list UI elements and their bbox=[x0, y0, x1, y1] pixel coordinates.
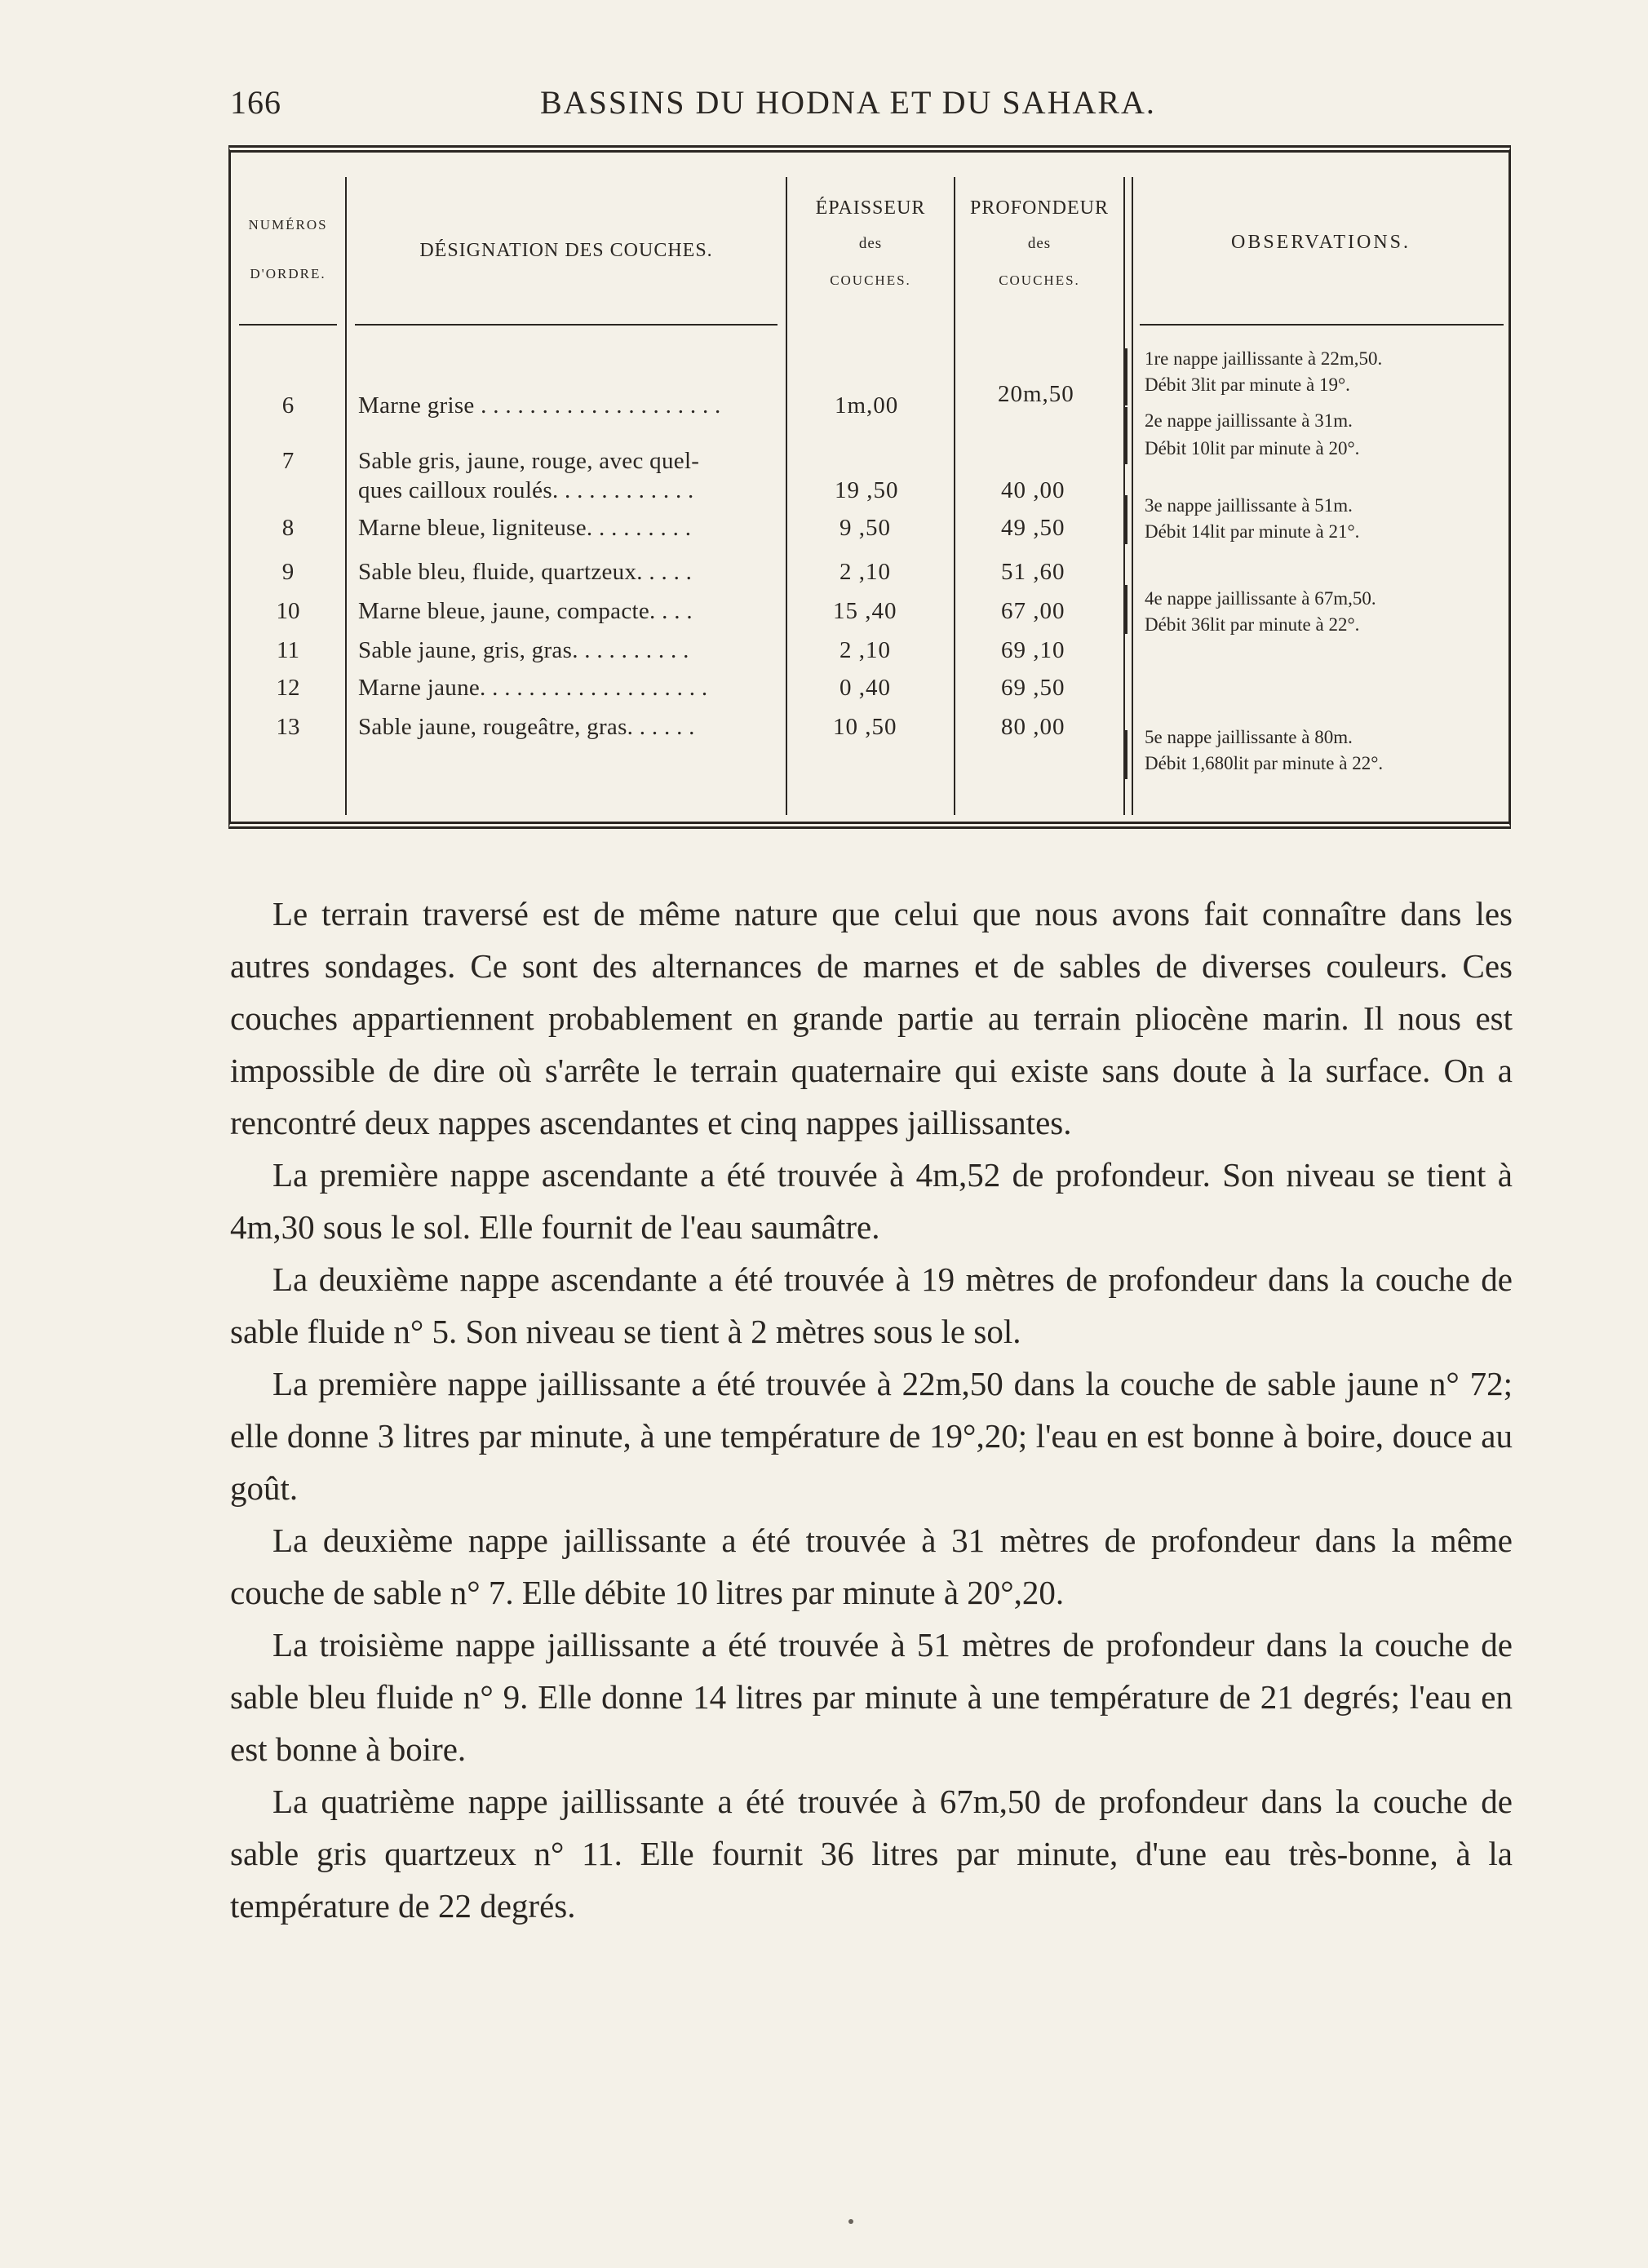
observation-line: Débit 1,680lit par minute à 22°. bbox=[1145, 753, 1384, 773]
layer-thickness: 9 ,50 bbox=[840, 515, 891, 541]
paragraph: La première nappe ascendante a été trouvée à 4m,52 de profondeur. Son niveau se tient à 4m,30 sous le sol. Elle fournit de l'eau saumâtre. bbox=[230, 1156, 1513, 1246]
row-number: 6 bbox=[281, 392, 295, 419]
layer-thickness: 2 ,10 bbox=[840, 559, 891, 585]
layer-depth: 49 ,50 bbox=[1001, 515, 1065, 541]
header-epaisseur-couches: COUCHES. bbox=[830, 272, 911, 288]
running-header bbox=[230, 83, 1511, 132]
observation-line: 4e nappe jaillissante à 67m,50. bbox=[1145, 588, 1376, 609]
observation-line: Débit 36lit par minute à 22°. bbox=[1145, 614, 1360, 635]
header-numeros: NUMÉROS bbox=[248, 217, 328, 233]
observation-line: 5e nappe jaillissante à 80m. bbox=[1145, 727, 1353, 747]
row-number: 9 bbox=[281, 559, 295, 585]
observation-line: 3e nappe jaillissante à 51m. bbox=[1145, 495, 1353, 516]
layer-depth: 51 ,60 bbox=[1001, 559, 1065, 585]
header-epaisseur-des: des bbox=[858, 235, 883, 252]
layer-designation: Marne jaune. . . . . . . . . . . . . . . . . . . bbox=[358, 675, 708, 701]
header-rule bbox=[1140, 324, 1504, 326]
layer-designation-continued: ques cailloux roulés. . . . . . . . . . . . bbox=[358, 477, 694, 503]
row-number: 7 bbox=[281, 448, 295, 474]
layer-designation: Marne grise . . . . . . . . . . . . . . . . . . . . bbox=[358, 392, 721, 419]
brace-mark bbox=[1125, 407, 1127, 464]
column-divider bbox=[345, 177, 347, 815]
observation-line: 2e nappe jaillissante à 31m. bbox=[1145, 410, 1353, 431]
row-number: 12 bbox=[276, 675, 300, 701]
layer-depth: 40 ,00 bbox=[1001, 477, 1065, 503]
layer-designation: Sable jaune, rougeâtre, gras. . . . . . bbox=[358, 714, 695, 740]
header-rule bbox=[355, 324, 777, 326]
layer-designation: Sable jaune, gris, gras. . . . . . . . . . bbox=[358, 637, 689, 663]
paragraph: La quatrième nappe jaillissante a été trouvée à 67m,50 de profondeur dans la couche de sable gris quartzeux n° 11. Elle fournit 36 litres par minute, d'une eau très-bonne, à la température de 22 degrés. bbox=[230, 1783, 1513, 1925]
header-epaisseur: ÉPAISSEUR bbox=[815, 197, 926, 219]
header-observations: OBSERVATIONS. bbox=[1230, 232, 1411, 253]
layer-thickness: 15 ,40 bbox=[833, 598, 897, 624]
header-designation: DÉSIGNATION DES COUCHES. bbox=[419, 240, 713, 261]
brace-mark bbox=[1125, 585, 1127, 634]
brace-mark bbox=[1125, 495, 1127, 544]
column-divider bbox=[1132, 177, 1133, 815]
body-text bbox=[230, 888, 1513, 1932]
row-number: 11 bbox=[277, 637, 299, 663]
layer-thickness: 2 ,10 bbox=[840, 637, 891, 663]
observation-line: Débit 3lit par minute à 19°. bbox=[1145, 374, 1350, 395]
layer-thickness: 1m,00 bbox=[835, 392, 899, 419]
paragraph: La troisième nappe jaillissante a été trouvée à 51 mètres de profondeur dans la couche de sable bleu fluide n° 9. Elle donne 14 litres par minute à une température de 21 degrés; l'eau en est bonne à boire. bbox=[230, 1626, 1513, 1768]
print-speck bbox=[848, 2219, 853, 2224]
layer-designation: Sable bleu, fluide, quartzeux. . . . . bbox=[358, 559, 693, 585]
header-profondeur-couches: COUCHES. bbox=[999, 272, 1080, 288]
running-title: BASSINS DU HODNA ET DU SAHARA. bbox=[540, 84, 1156, 121]
paragraph: La deuxième nappe ascendante a été trouvée à 19 mètres de profondeur dans la couche de sable fluide n° 5. Son niveau se tient à 2 mètres sous le sol. bbox=[230, 1260, 1513, 1350]
observation-line: Débit 14lit par minute à 21°. bbox=[1145, 521, 1360, 542]
paragraph: Le terrain traversé est de même nature que celui que nous avons fait connaître dans les autres sondages. Ce sont des alternances de marnes et de sables de diverses couleurs. Ces couches appartiennent probablement en grande partie au terrain pliocène marin. Il nous est impossible de dire où s'arrête le terrain quaternaire qui existe sans doute à la surface. On a rencontré deux nappes ascendantes et cinq nappes jaillissantes. bbox=[230, 895, 1513, 1141]
brace-mark bbox=[1125, 348, 1127, 405]
layer-thickness: 19 ,50 bbox=[835, 477, 899, 503]
row-number: 10 bbox=[276, 598, 300, 624]
row-number: 13 bbox=[276, 714, 300, 740]
observation-line: 1re nappe jaillissante à 22m,50. bbox=[1145, 348, 1383, 369]
paragraph: La première nappe jaillissante a été trouvée à 22m,50 dans la couche de sable jaune n° 72; elle donne 3 litres par minute, à une température de 19°,20; l'eau en est bonne à boire, douce au goût. bbox=[230, 1365, 1513, 1507]
header-ordre: D'ORDRE. bbox=[250, 266, 326, 281]
page-number: 166 bbox=[230, 84, 281, 121]
observation-line: Débit 10lit par minute à 20°. bbox=[1145, 438, 1360, 458]
layer-depth: 80 ,00 bbox=[1001, 714, 1065, 740]
layer-designation: Sable gris, jaune, rouge, avec quel- bbox=[358, 448, 700, 474]
layer-depth: 69 ,50 bbox=[1001, 675, 1065, 701]
header-profondeur-des: des bbox=[1027, 235, 1052, 252]
layer-depth: 67 ,00 bbox=[1001, 598, 1065, 624]
layer-thickness: 10 ,50 bbox=[833, 714, 897, 740]
header-rule bbox=[239, 324, 337, 326]
layer-designation: Marne bleue, jaune, compacte. . . . bbox=[358, 598, 693, 624]
layer-depth: 20m,50 bbox=[998, 381, 1074, 407]
layer-designation: Marne bleue, ligniteuse. . . . . . . . . bbox=[358, 515, 692, 541]
layer-thickness: 0 ,40 bbox=[840, 675, 891, 701]
header-profondeur: PROFONDEUR bbox=[969, 197, 1110, 219]
brace-mark bbox=[1125, 730, 1127, 779]
paragraph: La deuxième nappe jaillissante a été trouvée à 31 mètres de profondeur dans la même couche de sable n° 7. Elle débite 10 litres par minute à 20°,20. bbox=[230, 1522, 1513, 1611]
strata-table bbox=[228, 145, 1511, 829]
row-number: 8 bbox=[281, 515, 295, 541]
layer-depth: 69 ,10 bbox=[1001, 637, 1065, 663]
